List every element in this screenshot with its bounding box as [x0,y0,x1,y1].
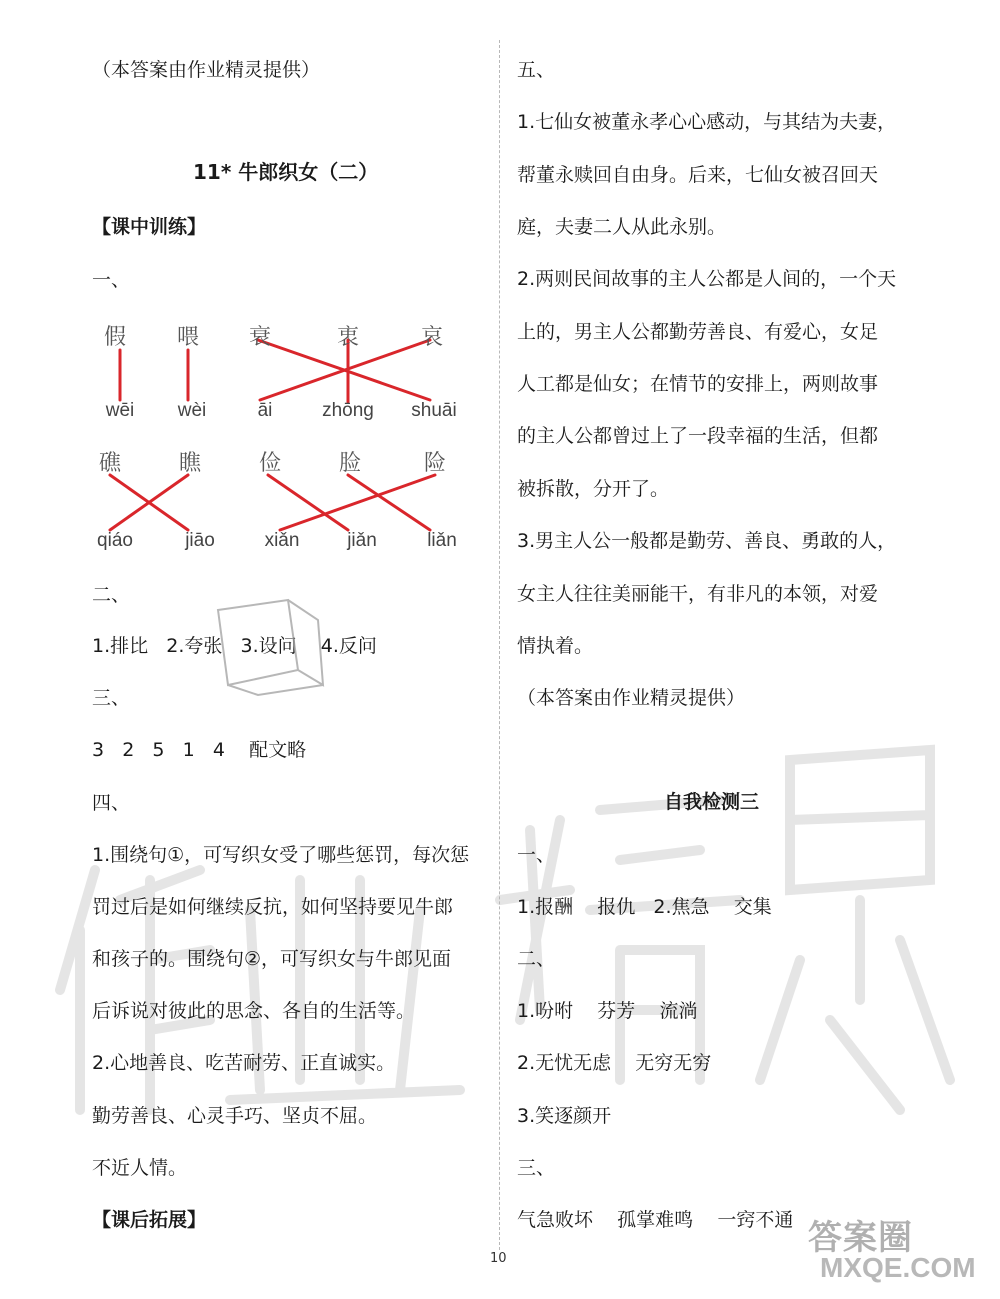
char-10: 险 [423,451,446,476]
pinyin-7: jiāo [185,530,215,551]
pinyin-8: xiǎn [264,530,300,551]
answer-5-line: 帮董永赎回自由身。后来，七仙女被召回天 [517,164,879,186]
answer-5-line: 的主人公都曾过上了一段幸福的生活，但都 [517,425,879,447]
match-line [268,475,348,530]
test-label-1: 一、 [517,844,556,866]
test-answer-3: 气急败坏 孤掌难鸣 一窍不通 [517,1209,794,1231]
answer-4-line: 2.心地善良、吃苦耐劳、正直诚实。 [92,1052,396,1074]
char-2: 喂 [176,325,199,350]
question-label-3: 三、 [92,687,131,709]
pinyin-5: shuāi [411,400,457,421]
page-number: 10 [490,1251,507,1266]
test-label-3: 三、 [517,1157,556,1179]
section-heading-in-class: 【课中训练】 [92,216,207,238]
pinyin-10: liǎn [427,530,457,551]
test-answer-2-line: 2.无忧无虑 无穷无穷 [517,1052,712,1074]
test-answer-2-line: 1.吩咐 芬芳 流淌 [517,1000,698,1022]
question-label-5: 五、 [517,59,556,81]
pinyin-1: wēi [105,400,135,421]
stamp-graphic [208,590,328,700]
char-5: 哀 [420,325,443,350]
pinyin-6: qiáo [97,530,133,551]
answer-5-line: 2.两则民间故事的主人公都是人间的，一个天 [517,268,897,290]
char-8: 俭 [258,451,281,476]
pinyin-matching-exercise [90,310,480,560]
source-note: （本答案由作业精灵提供） [92,59,321,81]
char-7: 瞧 [178,451,201,476]
char-3: 衰 [248,325,271,350]
test-title: 自我检测三 [664,791,760,813]
answer-4-line: 不近人情。 [92,1157,188,1179]
char-6: 礁 [98,451,121,476]
question-label-1: 一、 [92,269,131,291]
section-heading-after-class: 【课后拓展】 [92,1209,207,1231]
answer-4-line: 和孩子的。围绕句②，可写织女与牛郎见面 [92,948,452,970]
char-4: 衷 [336,325,359,350]
pinyin-4: zhōng [322,400,374,421]
pinyin-3: āi [257,400,273,421]
answer-2: 1.排比 2.夸张 3.设问 4.反问 [92,635,377,657]
site-logo: 答案圈 [808,1219,913,1257]
lesson-title: 11* 牛郎织女（二） [193,160,379,184]
answer-5-line: 被拆散，分开了。 [517,478,670,500]
answer-4-line: 1.围绕句①，可写织女受了哪些惩罚，每次惩 [92,844,470,866]
answer-5-line: 情执着。 [517,635,594,657]
test-label-2: 二、 [517,948,556,970]
match-line [280,475,435,530]
answer-4-line: 勤劳善良、心灵手巧、坚贞不屈。 [92,1105,378,1127]
pinyin-2: wèi [177,400,207,421]
answer-5-line: 上的，男主人公都勤劳善良、有爱心，女足 [517,321,879,343]
site-url: MXQE.COM [820,1252,976,1283]
column-divider [499,40,500,1250]
char-9: 脸 [338,451,361,476]
source-note: （本答案由作业精灵提供） [517,687,746,709]
answer-5-line: 人工都是仙女；在情节的安排上，两则故事 [517,373,879,395]
pinyin-9: jiǎn [347,530,377,551]
question-label-4: 四、 [92,792,131,814]
answer-5-line: 庭，夫妻二人从此永别。 [517,216,727,238]
question-label-2: 二、 [92,584,131,606]
answer-3: 3 2 5 1 4 配文略 [92,739,307,761]
answer-4-line: 罚过后是如何继续反抗，如何坚持要见牛郎 [92,896,454,918]
char-1: 假 [103,325,126,350]
test-answer-2-line: 3.笑逐颜开 [517,1105,612,1127]
answer-4-line: 后诉说对彼此的思念、各自的生活等。 [92,1000,416,1022]
answer-5-line: 女主人往往美丽能干，有非凡的本领，对爱 [517,583,879,605]
answer-5-line: 3.男主人公一般都是勤劳、善良、勇敢的人， [517,530,897,552]
answer-5-line: 1.七仙女被董永孝心心感动，与其结为夫妻， [517,111,897,133]
test-answer-1: 1.报酬 报仇 2.焦急 交集 [517,896,772,918]
